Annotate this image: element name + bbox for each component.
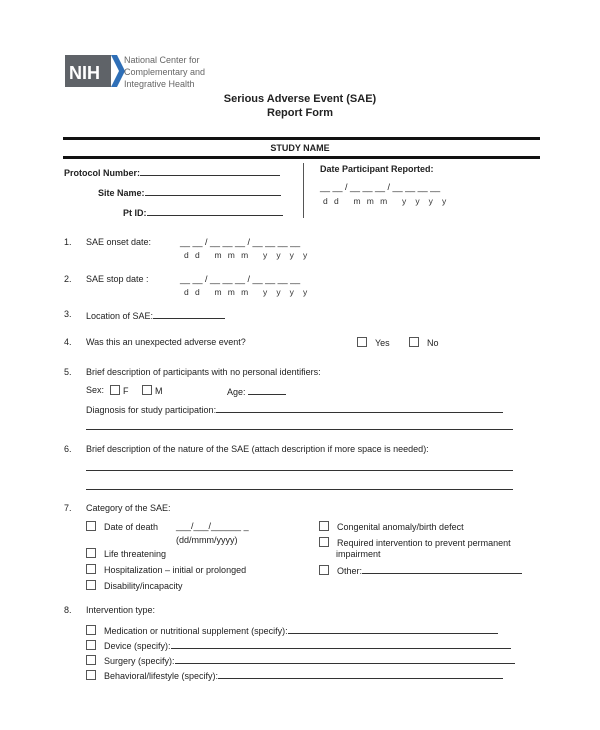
other-checkbox[interactable] [319,564,522,576]
title-line2: Report Form [267,107,333,119]
date-reported-field[interactable]: __ __ / __ __ __ / __ __ __ __ [320,182,441,192]
date-format-hint: d d m m m y y y y [184,250,308,260]
no-label: No [427,338,439,348]
item-number: 3. [64,309,72,319]
date-format-hint: d d m m m y y y y [184,287,308,297]
logo-text [124,54,205,90]
sae-nature-label: Brief description of the nature of the SAE (attach description if more space is needed): [86,444,429,454]
option-label: Hospitalization – initial or prolonged [104,565,247,575]
site-label: Site Name: [98,188,145,198]
sae-onset-date-field[interactable]: __ __ / __ __ __ / __ __ __ __ [180,237,301,247]
required-intervention-checkbox[interactable] [319,537,511,548]
nih-logo [65,52,125,92]
divider [63,156,540,159]
item-number: 5. [64,367,72,377]
option-label: Congenital anomaly/birth defect [337,522,464,532]
item-number: 4. [64,337,72,347]
title-line1: Serious Adverse Event (SAE) [223,93,377,105]
death-checkbox[interactable] [86,521,158,532]
diagnosis-line[interactable] [86,429,513,430]
m-label: M [155,386,163,396]
sex-f-checkbox[interactable] [110,385,129,396]
life-threatening-checkbox[interactable] [86,548,166,559]
behavioral-checkbox[interactable] [86,669,503,681]
sae-stop-date-field[interactable]: __ __ / __ __ __ / __ __ __ __ [180,274,301,284]
disability-checkbox[interactable] [86,580,183,591]
diagnosis-label: Diagnosis for study participation: [86,405,217,415]
age-label: Age: [227,387,246,397]
logo-line: National Center for [124,55,200,65]
item-number: 8. [64,605,72,615]
location-label: Location of SAE: [86,311,154,321]
page-title [0,92,600,120]
logo-line: Integrative Health [124,79,195,89]
option-label: Behavioral/lifestyle (specify): [104,671,219,681]
sex-label: Sex: [86,385,105,395]
option-label: Other: [337,566,363,576]
option-label: Life threatening [104,549,167,559]
option-label: Device (specify): [104,641,171,651]
option-label: Required intervention to prevent permanent [337,538,511,548]
item-number: 7. [64,503,72,513]
device-checkbox[interactable] [86,639,511,651]
study-name-heading: STUDY NAME [270,143,330,153]
hospitalization-checkbox[interactable] [86,564,246,575]
death-date-format: (dd/mmm/yyyy) [176,535,238,545]
site-name-field[interactable] [98,186,281,198]
option-label: Date of death [104,522,159,532]
unexpected-event-label: Was this an unexpected adverse event? [86,337,246,347]
vertical-divider [303,163,304,218]
item-number: 2. [64,274,72,284]
option-label-continued: impairment [336,549,381,559]
sae-onset-label: SAE onset date: [86,237,152,247]
surgery-checkbox[interactable] [86,654,515,666]
age-field[interactable] [227,385,286,397]
item-number: 1. [64,237,72,247]
option-label: Disability/incapacity [104,581,183,591]
f-label: F [123,386,129,396]
date-format-hint: d d m m m y y y y [323,196,447,206]
protocol-number-field[interactable] [64,166,280,178]
option-label: Surgery (specify): [104,656,175,666]
participant-description-label: Brief description of participants with no personal identifiers: [86,367,321,377]
diagnosis-field[interactable] [86,403,503,415]
option-label: Medication or nutritional supplement (specify): [104,626,288,636]
yes-label: Yes [375,338,390,348]
logo-line: Complementary and [124,67,206,77]
location-field[interactable] [86,309,225,321]
no-checkbox[interactable] [409,337,439,348]
yes-checkbox[interactable] [357,337,390,348]
death-date-field[interactable]: ___/___/______ _ [176,521,249,531]
item-number: 6. [64,444,72,454]
congenital-checkbox[interactable] [319,521,464,532]
divider [63,137,540,140]
category-label: Category of the SAE: [86,503,171,513]
medication-checkbox[interactable] [86,624,498,636]
svg-text:NIH: NIH [69,63,100,83]
sae-stop-label: SAE stop date : [86,274,149,284]
date-reported-label: Date Participant Reported: [320,164,434,174]
intervention-type-label: Intervention type: [86,605,156,615]
pt-id-field[interactable] [123,206,283,218]
sex-m-checkbox[interactable] [142,385,163,396]
nih-logo-mark [65,52,125,90]
protocol-label: Protocol Number: [64,168,141,178]
ptid-label: Pt ID: [123,208,147,218]
sae-nature-line[interactable] [86,489,513,490]
sae-nature-line[interactable] [86,470,513,471]
